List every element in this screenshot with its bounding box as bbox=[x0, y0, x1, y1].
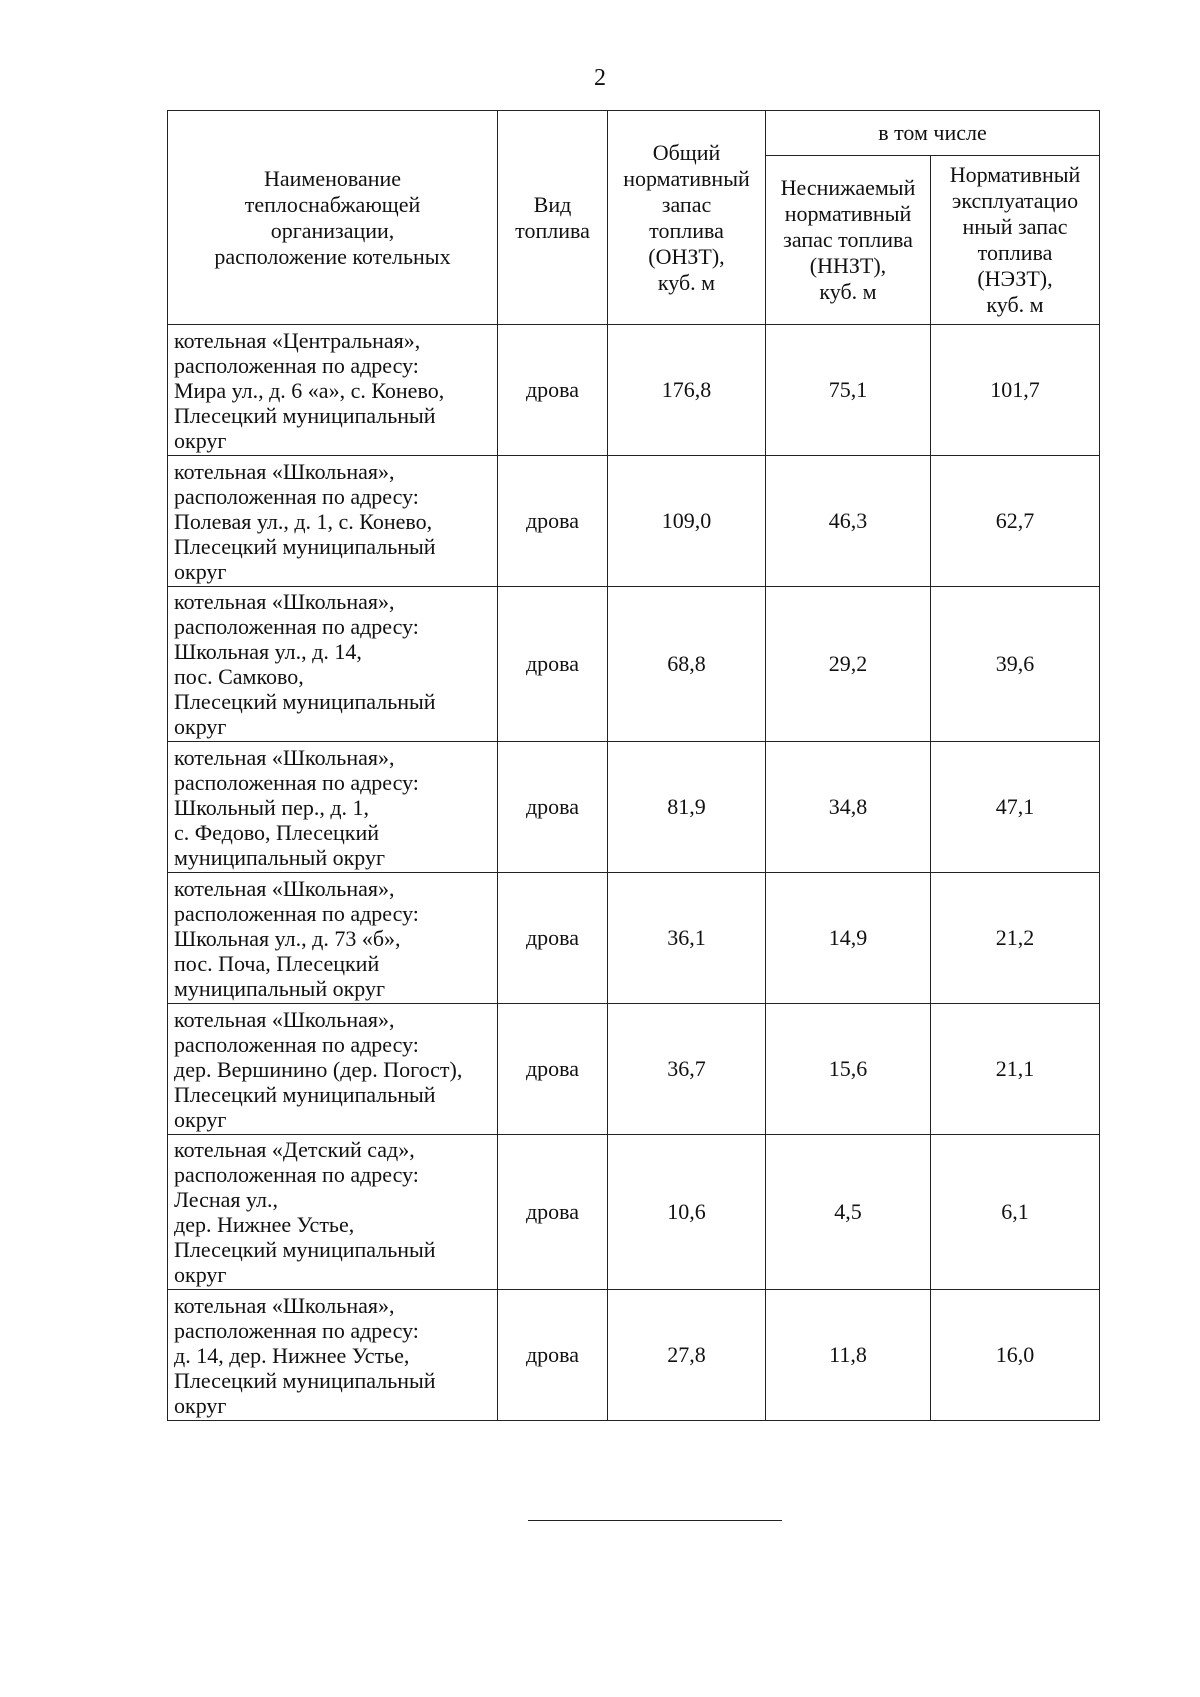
header-line: куб. м bbox=[657, 269, 716, 295]
total-reserve-cell: 176,8 bbox=[608, 325, 766, 456]
header-line: расположение котельных bbox=[214, 243, 451, 269]
fuel-type-cell: дрова bbox=[498, 325, 608, 456]
nnzt-cell: 34,8 bbox=[766, 742, 931, 873]
header-total bbox=[608, 111, 766, 325]
org-cell bbox=[168, 742, 498, 873]
org-cell bbox=[168, 873, 498, 1004]
header-line: топлива bbox=[515, 217, 590, 243]
table-row bbox=[168, 1290, 1100, 1421]
org-line: котельная «Школьная», bbox=[174, 589, 395, 614]
table-body bbox=[168, 325, 1100, 1421]
org-line: дер. Вершинино (дер. Погост), bbox=[174, 1056, 463, 1082]
org-line: с. Федово, Плесецкий bbox=[174, 819, 380, 845]
table-header-row bbox=[168, 111, 1100, 156]
org-cell bbox=[168, 325, 498, 456]
org-line: Школьный пер., д. 1, bbox=[174, 794, 370, 820]
table-row bbox=[168, 456, 1100, 587]
nnzt-cell: 14,9 bbox=[766, 873, 931, 1004]
header-line: Неснижаемый bbox=[780, 175, 916, 200]
header-line: (НЭЗТ), bbox=[977, 266, 1053, 291]
org-line: Плесецкий муниципальный bbox=[174, 402, 436, 428]
nnzt-cell: 29,2 bbox=[766, 587, 931, 742]
total-reserve-cell: 10,6 bbox=[608, 1135, 766, 1290]
fuel-type-cell: дрова bbox=[498, 742, 608, 873]
header-line: запас bbox=[661, 191, 712, 217]
header-line: теплоснабжающей bbox=[244, 191, 421, 217]
nnzt-cell: 4,5 bbox=[766, 1135, 931, 1290]
header-line: нормативный bbox=[623, 165, 750, 191]
org-line: Плесецкий муниципальный bbox=[174, 1367, 436, 1393]
org-line: Школьная ул., д. 73 «б», bbox=[174, 925, 401, 951]
org-line: Мира ул., д. 6 «а», с. Конево, bbox=[174, 377, 445, 403]
footer-rule bbox=[528, 1520, 782, 1521]
fuel-reserve-table bbox=[167, 110, 1100, 1421]
fuel-type-cell: дрова bbox=[498, 456, 608, 587]
org-line: котельная «Школьная», bbox=[174, 875, 395, 901]
org-line: округ bbox=[174, 427, 227, 453]
org-line: Плесецкий муниципальный bbox=[174, 533, 436, 559]
org-line: округ bbox=[174, 1392, 227, 1418]
table-row bbox=[168, 742, 1100, 873]
org-line: расположенная по адресу: bbox=[174, 483, 419, 509]
org-line: котельная «Школьная», bbox=[174, 1006, 395, 1032]
org-line: расположенная по адресу: bbox=[174, 900, 419, 926]
org-line: пос. Почa, Плесецкий bbox=[174, 950, 380, 976]
org-line: округ bbox=[174, 714, 227, 739]
table-row bbox=[168, 873, 1100, 1004]
org-line: расположенная по адресу: bbox=[174, 1162, 419, 1187]
org-line: Школьная ул., д. 14, bbox=[174, 639, 362, 664]
header-line: куб. м bbox=[819, 279, 877, 304]
org-line: котельная «Школьная», bbox=[174, 1292, 395, 1318]
table-row bbox=[168, 1135, 1100, 1290]
org-line: дер. Нижнее Устье, bbox=[174, 1212, 355, 1237]
org-line: котельная «Школьная», bbox=[174, 458, 395, 484]
org-cell bbox=[168, 1290, 498, 1421]
org-line: Лесная ул., bbox=[174, 1187, 279, 1212]
nezt-cell: 62,7 bbox=[931, 456, 1100, 587]
org-line: Полевая ул., д. 1, с. Конево, bbox=[174, 508, 433, 534]
total-reserve-cell: 36,1 bbox=[608, 873, 766, 1004]
total-reserve-cell: 81,9 bbox=[608, 742, 766, 873]
org-line: котельная «Центральная», bbox=[174, 327, 421, 353]
header-line: Наименование bbox=[263, 165, 402, 191]
header-line: Нормативный bbox=[949, 162, 1081, 187]
header-line: топлива bbox=[649, 217, 724, 243]
nezt-cell: 47,1 bbox=[931, 742, 1100, 873]
nezt-cell: 21,2 bbox=[931, 873, 1100, 1004]
table-row bbox=[168, 325, 1100, 456]
org-line: округ bbox=[174, 1106, 227, 1132]
nnzt-cell: 11,8 bbox=[766, 1290, 931, 1421]
fuel-type-cell: дрова bbox=[498, 587, 608, 742]
org-line: котельная «Детский сад», bbox=[174, 1137, 415, 1162]
org-line: расположенная по адресу: bbox=[174, 769, 419, 795]
fuel-type-cell: дрова bbox=[498, 1135, 608, 1290]
header-fuel bbox=[498, 111, 608, 325]
org-line: Плесецкий муниципальный bbox=[174, 1081, 436, 1107]
org-cell bbox=[168, 587, 498, 742]
page-number: 2 bbox=[594, 65, 606, 91]
header-line: Общий bbox=[652, 139, 721, 165]
org-cell bbox=[168, 456, 498, 587]
header-line: нный запас bbox=[962, 214, 1068, 239]
org-line: Плесецкий муниципальный bbox=[174, 1237, 436, 1262]
total-reserve-cell: 27,8 bbox=[608, 1290, 766, 1421]
header-line: (ННЗТ), bbox=[809, 253, 887, 278]
header-group: в том числе bbox=[766, 111, 1100, 156]
org-line: д. 14, дер. Нижнее Устье, bbox=[174, 1342, 410, 1368]
org-line: Плесецкий муниципальный bbox=[174, 689, 436, 714]
fuel-type-cell: дрова bbox=[498, 1290, 608, 1421]
nezt-cell: 39,6 bbox=[931, 587, 1100, 742]
org-line: расположенная по адресу: bbox=[174, 1031, 419, 1057]
org-line: расположенная по адресу: bbox=[174, 614, 419, 639]
org-line: котельная «Школьная», bbox=[174, 744, 395, 770]
header-line: запас топлива bbox=[783, 227, 913, 252]
header-nezt bbox=[931, 156, 1100, 325]
nnzt-cell: 46,3 bbox=[766, 456, 931, 587]
org-cell bbox=[168, 1135, 498, 1290]
org-cell bbox=[168, 1004, 498, 1135]
total-reserve-cell: 109,0 bbox=[608, 456, 766, 587]
header-line: организации, bbox=[270, 217, 395, 243]
table-row bbox=[168, 1004, 1100, 1135]
fuel-type-cell: дрова bbox=[498, 1004, 608, 1135]
nnzt-cell: 15,6 bbox=[766, 1004, 931, 1135]
fuel-type-cell: дрова bbox=[498, 873, 608, 1004]
total-reserve-cell: 36,7 bbox=[608, 1004, 766, 1135]
header-org bbox=[168, 111, 498, 325]
nezt-cell: 16,0 bbox=[931, 1290, 1100, 1421]
nezt-cell: 6,1 bbox=[931, 1135, 1100, 1290]
org-line: муниципальный округ bbox=[174, 844, 386, 870]
header-line: эксплуатацио bbox=[951, 188, 1079, 213]
org-line: округ bbox=[174, 558, 227, 584]
total-reserve-cell: 68,8 bbox=[608, 587, 766, 742]
org-line: пос. Самково, bbox=[174, 664, 304, 689]
header-line: куб. м bbox=[986, 292, 1044, 317]
table-row bbox=[168, 587, 1100, 742]
header-line: нормативный bbox=[784, 201, 912, 226]
header-line: Вид bbox=[533, 191, 572, 217]
header-nnzt bbox=[766, 156, 931, 325]
org-line: расположенная по адресу: bbox=[174, 1317, 419, 1343]
nnzt-cell: 75,1 bbox=[766, 325, 931, 456]
nezt-cell: 21,1 bbox=[931, 1004, 1100, 1135]
header-line: (ОНЗТ), bbox=[648, 243, 725, 269]
org-line: округ bbox=[174, 1262, 227, 1287]
org-line: расположенная по адресу: bbox=[174, 352, 419, 378]
nezt-cell: 101,7 bbox=[931, 325, 1100, 456]
org-line: муниципальный округ bbox=[174, 975, 386, 1001]
header-line: топлива bbox=[977, 240, 1053, 265]
